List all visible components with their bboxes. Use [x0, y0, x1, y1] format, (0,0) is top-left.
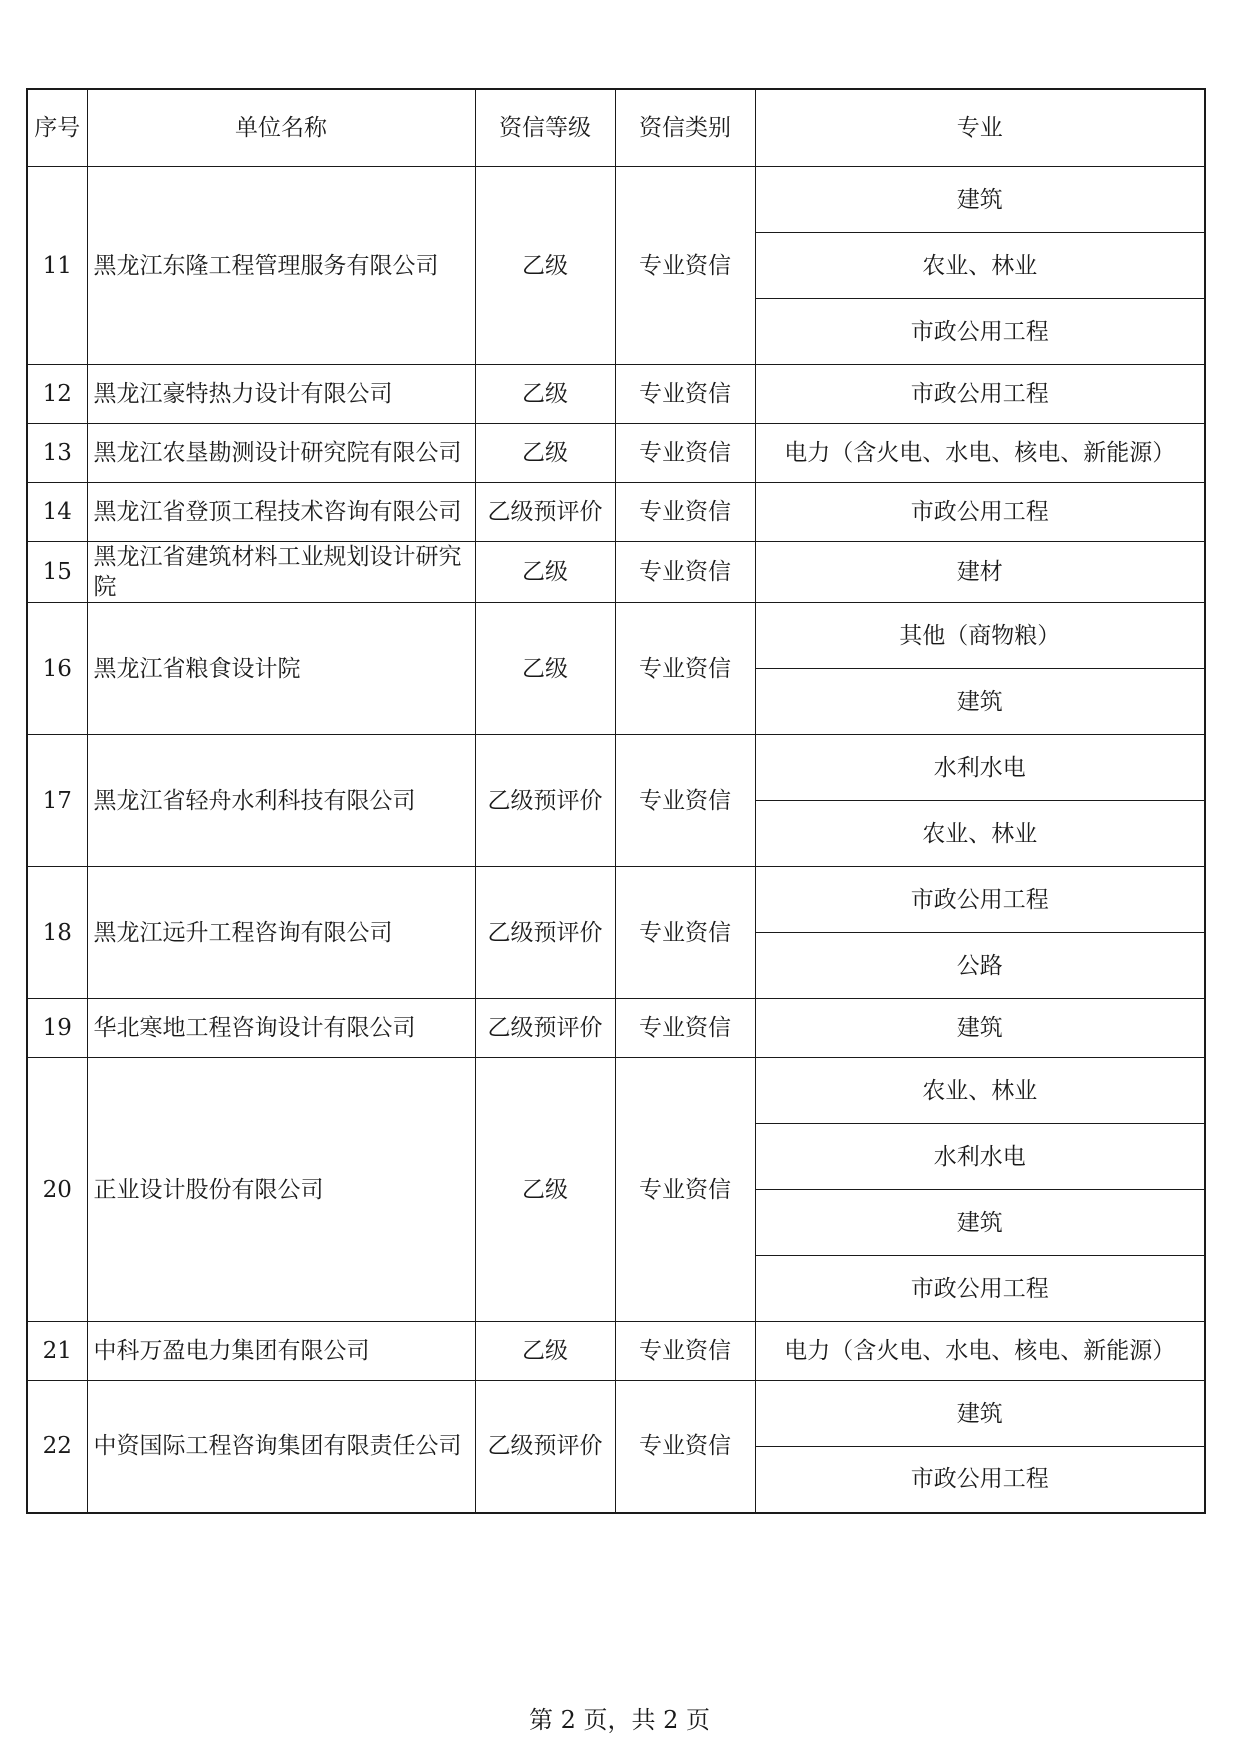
header-category: 资信类别: [615, 89, 755, 167]
grade-cell: 乙级预评价: [475, 867, 615, 999]
major-cell: 建筑: [755, 999, 1205, 1058]
table-row: [27, 1322, 1205, 1381]
table-row: [27, 999, 1205, 1058]
seq-cell: 17: [27, 735, 87, 867]
company-name-cell: 黑龙江东隆工程管理服务有限公司: [87, 167, 475, 365]
header-major: 专业: [755, 89, 1205, 167]
header-grade: 资信等级: [475, 89, 615, 167]
company-name-cell: 中资国际工程咨询集团有限责任公司: [87, 1381, 475, 1513]
seq-cell: 22: [27, 1381, 87, 1513]
category-cell: 专业资信: [615, 603, 755, 735]
table-row: [27, 1058, 1205, 1124]
table-header-row: [27, 89, 1205, 167]
major-cell: 建筑: [755, 1190, 1205, 1256]
company-name-cell: 黑龙江豪特热力设计有限公司: [87, 365, 475, 424]
major-cell: 水利水电: [755, 735, 1205, 801]
major-cell: 建筑: [755, 669, 1205, 735]
table-row: [27, 542, 1205, 603]
major-cell: 市政公用工程: [755, 299, 1205, 365]
grade-cell: 乙级预评价: [475, 999, 615, 1058]
table-row: [27, 167, 1205, 233]
major-cell: 市政公用工程: [755, 1256, 1205, 1322]
major-cell: 农业、林业: [755, 233, 1205, 299]
major-cell: 建材: [755, 542, 1205, 603]
major-cell: 农业、林业: [755, 1058, 1205, 1124]
seq-cell: 19: [27, 999, 87, 1058]
category-cell: 专业资信: [615, 424, 755, 483]
header-name: 单位名称: [87, 89, 475, 167]
company-name-cell: 黑龙江远升工程咨询有限公司: [87, 867, 475, 999]
grade-cell: 乙级预评价: [475, 1381, 615, 1513]
seq-cell: 13: [27, 424, 87, 483]
seq-cell: 12: [27, 365, 87, 424]
grade-cell: 乙级预评价: [475, 483, 615, 542]
major-cell: 电力（含火电、水电、核电、新能源）: [755, 1322, 1205, 1381]
grade-cell: 乙级: [475, 424, 615, 483]
category-cell: 专业资信: [615, 167, 755, 365]
major-cell: 市政公用工程: [755, 365, 1205, 424]
table-row: [27, 735, 1205, 801]
major-cell: 农业、林业: [755, 801, 1205, 867]
table-row: [27, 603, 1205, 669]
category-cell: 专业资信: [615, 1381, 755, 1513]
grade-cell: 乙级预评价: [475, 735, 615, 867]
grade-cell: 乙级: [475, 1322, 615, 1381]
category-cell: 专业资信: [615, 999, 755, 1058]
category-cell: 专业资信: [615, 365, 755, 424]
major-cell: 市政公用工程: [755, 867, 1205, 933]
grade-cell: 乙级: [475, 365, 615, 424]
seq-cell: 14: [27, 483, 87, 542]
qualification-table: [26, 88, 1206, 1514]
company-name-cell: 黑龙江省粮食设计院: [87, 603, 475, 735]
major-cell: 公路: [755, 933, 1205, 999]
major-cell: 建筑: [755, 1381, 1205, 1447]
seq-cell: 20: [27, 1058, 87, 1322]
company-name-cell: 华北寒地工程咨询设计有限公司: [87, 999, 475, 1058]
seq-cell: 18: [27, 867, 87, 999]
table-row: [27, 1381, 1205, 1447]
category-cell: 专业资信: [615, 1322, 755, 1381]
major-cell: 建筑: [755, 167, 1205, 233]
grade-cell: 乙级: [475, 542, 615, 603]
category-cell: 专业资信: [615, 1058, 755, 1322]
table-row: [27, 424, 1205, 483]
grade-cell: 乙级: [475, 1058, 615, 1322]
header-seq: 序号: [27, 89, 87, 167]
seq-cell: 11: [27, 167, 87, 365]
table-row: [27, 867, 1205, 933]
major-cell: 电力（含火电、水电、核电、新能源）: [755, 424, 1205, 483]
category-cell: 专业资信: [615, 542, 755, 603]
company-name-cell: 黑龙江农垦勘测设计研究院有限公司: [87, 424, 475, 483]
company-name-cell: 黑龙江省建筑材料工业规划设计研究院: [87, 542, 475, 603]
seq-cell: 21: [27, 1322, 87, 1381]
company-name-cell: 黑龙江省登顶工程技术咨询有限公司: [87, 483, 475, 542]
company-name-cell: 正业设计股份有限公司: [87, 1058, 475, 1322]
seq-cell: 16: [27, 603, 87, 735]
category-cell: 专业资信: [615, 483, 755, 542]
table-row: [27, 365, 1205, 424]
page-number: 第 2 页，共 2 页: [528, 1706, 711, 1734]
category-cell: 专业资信: [615, 867, 755, 999]
grade-cell: 乙级: [475, 603, 615, 735]
major-cell: 水利水电: [755, 1124, 1205, 1190]
major-cell: 市政公用工程: [755, 483, 1205, 542]
major-cell: 市政公用工程: [755, 1447, 1205, 1513]
company-name-cell: 黑龙江省轻舟水利科技有限公司: [87, 735, 475, 867]
table-row: [27, 483, 1205, 542]
company-name-cell: 中科万盈电力集团有限公司: [87, 1322, 475, 1381]
major-cell: 其他（商物粮）: [755, 603, 1205, 669]
category-cell: 专业资信: [615, 735, 755, 867]
seq-cell: 15: [27, 542, 87, 603]
grade-cell: 乙级: [475, 167, 615, 365]
